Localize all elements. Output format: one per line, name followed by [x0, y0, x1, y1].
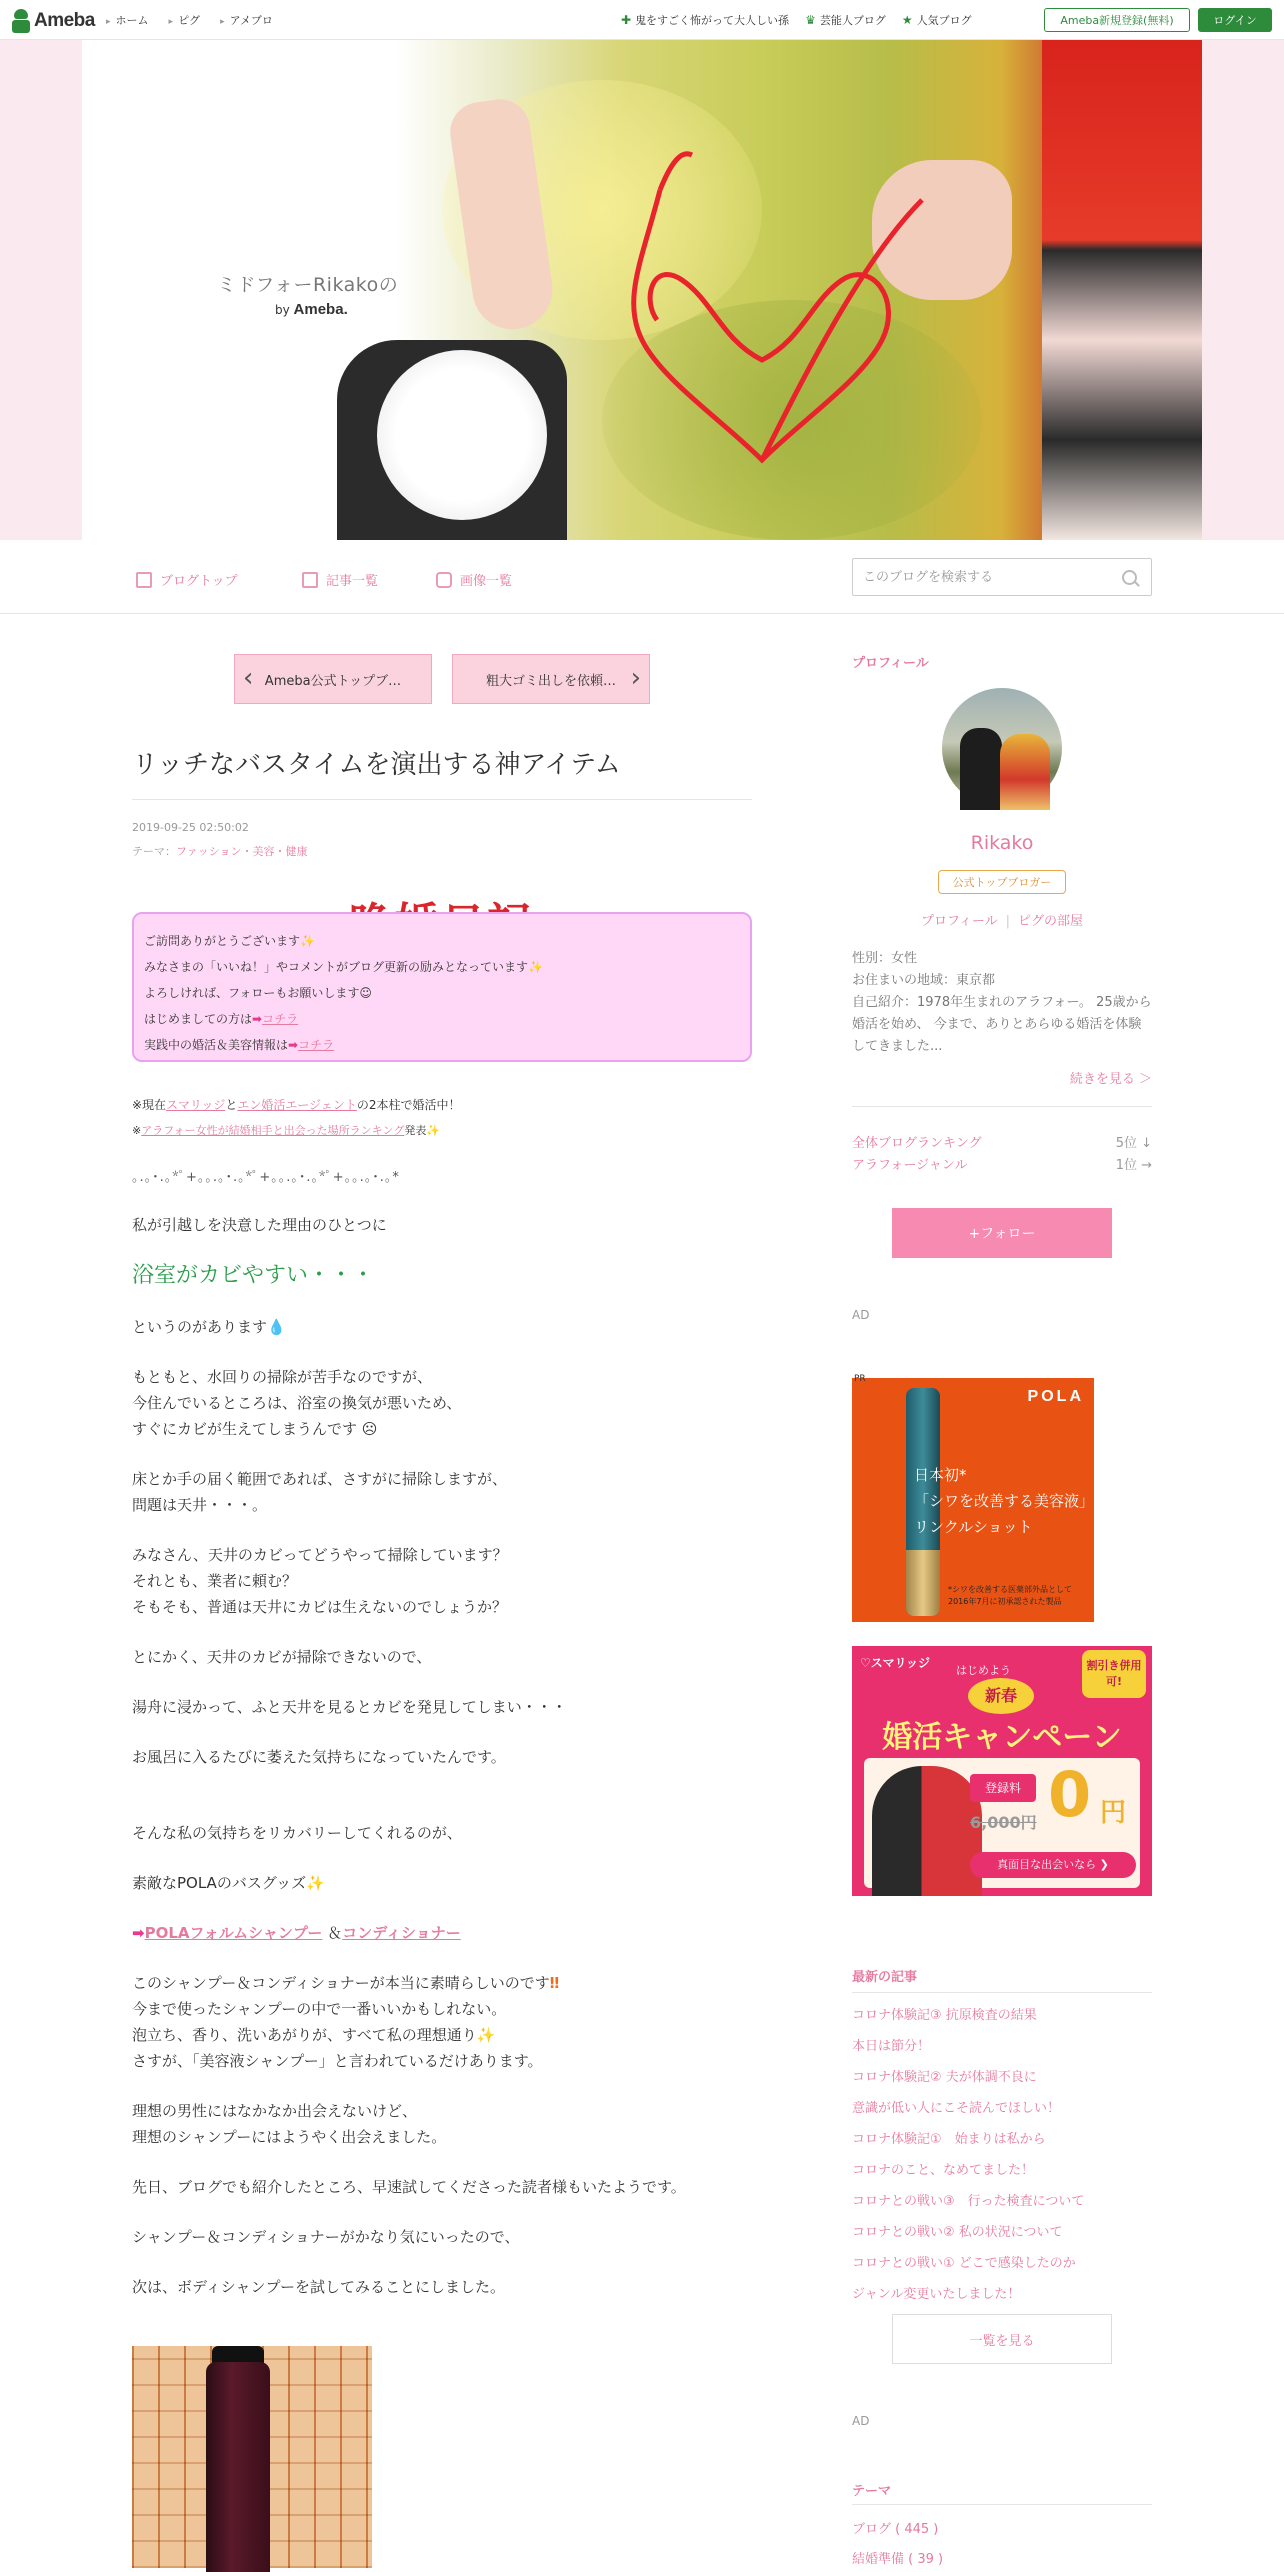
link-pola-conditioner[interactable]: コンディショナー	[342, 1924, 461, 1942]
body-p3c	[132, 1416, 752, 1442]
body-p8: お風呂に入るたびに萎えた気持ちになっていたんです。	[132, 1748, 506, 1766]
profile-name[interactable]: Rikako	[970, 832, 1034, 854]
ameba-mascot-icon	[12, 9, 30, 33]
body-p11b: 今まで使ったシャンプーの中で一番いいかもしれない。	[132, 2000, 507, 2018]
prev-entry-label: Ameba公式トップブ…	[264, 673, 402, 689]
profile-intro: 自己紹介：1978年生まれのアラフォー。 25歳から婚活を始め、 今まで、ありとあらゆる婚活を体験してきました...	[852, 995, 1152, 1054]
nav-pigg[interactable]: ▸ ピグ	[169, 12, 201, 28]
article-meta	[132, 816, 308, 864]
arrow-right-icon: ➡	[132, 1924, 145, 1942]
ad2-cta: 真面目な出会いなら ❯	[970, 1852, 1136, 1878]
header-link-featured[interactable]	[621, 12, 789, 28]
recent-item[interactable]: コロナとの戦い② 私の状況について	[852, 2225, 1063, 2240]
pigg-room-link[interactable]: ピグの部屋	[1018, 914, 1084, 929]
header-link-celebrity[interactable]	[805, 12, 886, 28]
article-notes	[132, 1092, 461, 1144]
blog-byline	[275, 301, 398, 318]
ad2-yen: 円	[1100, 1798, 1127, 1828]
article-date: 2019-09-25 02:50:02	[132, 821, 249, 834]
body-p11a-text: このシャンプー＆コンディショナーが本当に素晴らしいのです	[132, 1974, 550, 1992]
body-p10-text: 素敵なPOLAのバスグッズ	[132, 1874, 307, 1892]
logo-text: Ameba	[34, 10, 95, 31]
note-link-smarriage[interactable]: スマリッジ	[166, 1098, 226, 1112]
ad2-fee-label: 登録料	[970, 1774, 1036, 1802]
next-entry-button[interactable]	[452, 654, 650, 704]
profile-heading: プロフィール	[852, 656, 929, 671]
plus-icon: ✚	[621, 13, 632, 27]
header-link-popular-label: 人気ブログ	[916, 14, 972, 27]
rank-overall-value: 5位 ↓	[1115, 1136, 1152, 1151]
nav-ameblo[interactable]: ▸ アメブロ	[220, 12, 273, 28]
ad-fineprint-2: 2016年7月に初承認された製品	[948, 1597, 1062, 1606]
body-p12a: 理想の男性にはなかなか出会えないけど、	[132, 2102, 418, 2120]
recent-item[interactable]: コロナ体験記③ 抗原検査の結果	[852, 2008, 1037, 2023]
profile-location: お住まいの地域：東京都	[852, 973, 996, 988]
arrow-right-icon: ➡	[288, 1038, 299, 1052]
note-line-2	[132, 1118, 461, 1144]
body-p4a: 床とか手の届く範囲であれば、さすがに掃除しますが、	[132, 1470, 508, 1488]
prev-entry-button[interactable]	[234, 654, 432, 704]
body-p13: 先日、ブログでも紹介したところ、早速試してくださった読者様もいたようです。	[132, 2178, 686, 2196]
byline-brand: Ameba.	[293, 301, 348, 318]
ad-fineprint	[948, 1584, 1072, 1608]
body-p11d: さすが、「美容液シャンプー」と言われているだけあります。	[132, 2052, 543, 2070]
note-and: と	[225, 1098, 238, 1112]
smarriage-ad-banner[interactable]	[852, 1646, 1152, 1896]
body-p14: シャンプー＆コンディショナーがかなり気にいったので、	[132, 2228, 520, 2246]
theme-heading: テーマ	[852, 2484, 892, 2499]
note-a: ※現在	[132, 1098, 167, 1112]
recent-item[interactable]: ジャンル変更いたしました！	[852, 2287, 1021, 2302]
body-p3c-text: すぐにカビが生えてしまうんです	[132, 1420, 358, 1438]
greet-link-info[interactable]: コチラ	[298, 1038, 335, 1052]
document-icon	[136, 572, 152, 588]
greet-line-5-text: 実践中の婚活＆美容情報は	[144, 1038, 289, 1052]
body-p5c: そもそも、普通は天井にカビは生えないのでしょうか？	[132, 1598, 508, 1616]
theme-item-blog[interactable]: ブログ ( 445 )	[852, 2522, 939, 2537]
body-p10	[132, 1870, 752, 1896]
profile-link[interactable]: プロフィール	[920, 914, 998, 929]
note-link-en-agent[interactable]: エン婚活エージェント	[237, 1098, 357, 1112]
greet-line-5	[144, 1032, 740, 1058]
recent-item[interactable]: コロナとの戦い③ 行った検査について	[852, 2194, 1085, 2209]
theme-link[interactable]: ファッション・美容・健康	[176, 845, 308, 858]
header-link-popular[interactable]	[902, 12, 972, 28]
next-entry-label: 粗大ゴミ出しを依頼…	[485, 673, 616, 689]
theme-item-wedding[interactable]: 結婚準備 ( 39 )	[852, 2552, 944, 2567]
ad2-discount-badge: 割引き併用可!	[1082, 1650, 1146, 1698]
article-body	[132, 1212, 752, 2300]
ad-fineprint-1: *シワを改善する医薬部外品として	[948, 1585, 1072, 1594]
recent-list	[852, 2000, 1152, 2310]
body-p6: とにかく、天井のカビが掃除できないので、	[132, 1648, 432, 1666]
sparkle-icon: ✨	[426, 1124, 441, 1137]
body-p2-text: というのがあります	[132, 1318, 268, 1336]
chevron-right-icon: ›	[630, 663, 641, 693]
article-title: リッチなバスタイムを演出する神アイテム	[132, 744, 752, 800]
shock-face-icon: ☹	[361, 1420, 378, 1438]
article-theme	[132, 840, 308, 864]
ad2-brand: ♡スマリッジ	[860, 1656, 931, 1670]
body-p1: 私が引越しを決意した理由のひとつに	[132, 1216, 387, 1234]
body-p15: 次は、ボディシャンプーを試してみることにしました。	[132, 2278, 506, 2296]
profile-info	[852, 948, 1152, 1058]
rank-genre-label: アラフォージャンル	[852, 1158, 968, 1173]
decorative-line: ｡.｡･.｡*ﾟ+｡｡.｡･.｡*ﾟ+｡｡.｡･.｡*ﾟ+｡｡.｡･.｡*	[132, 1170, 400, 1185]
body-emphasis: 浴室がカビやすい・・・	[132, 1263, 375, 1288]
profile-gender: 性別：女性	[852, 951, 918, 966]
body-p11c	[132, 2022, 752, 2048]
sparkle-icon: ✨	[528, 960, 543, 974]
divider	[852, 1992, 1152, 1993]
ad2-couple-image	[872, 1766, 982, 1896]
body-p4b: 問題は天井・・・。	[132, 1496, 268, 1514]
face-icon: ☺	[359, 986, 372, 1000]
divider	[852, 1106, 1152, 1107]
theme-label: テーマ：	[132, 845, 176, 858]
note-c: ※	[132, 1124, 142, 1137]
divider	[852, 2504, 1152, 2505]
blog-subtitle: ミドフォーRikakoの	[217, 274, 399, 296]
body-product-links	[132, 1920, 752, 1946]
separator: |	[1005, 914, 1011, 929]
body-p2	[132, 1314, 752, 1340]
body-p3a: もともと、水回りの掃除が苦手なのですが、	[132, 1368, 433, 1386]
rank-overall[interactable]	[852, 1132, 1152, 1151]
camera-icon	[436, 572, 452, 588]
recent-item[interactable]: コロナ体験記① 始まりは私から	[852, 2132, 1046, 2147]
register-button[interactable]: Ameba新規登録(無料)	[1044, 8, 1190, 32]
ad2-old-price: 6,000円	[970, 1813, 1037, 1832]
sparkle-icon: ✨	[476, 2026, 496, 2044]
search-icon[interactable]	[1122, 570, 1137, 585]
rank-genre[interactable]	[852, 1154, 1152, 1173]
body-p5a: みなさん、天井のカビってどうやって掃除しています？	[132, 1546, 508, 1564]
ad-label: AD	[852, 2414, 870, 2428]
nav-blog-top-label: ブログトップ	[160, 574, 238, 589]
copy-icon	[302, 572, 318, 588]
nav-home[interactable]: ▸ ホーム	[106, 12, 149, 28]
greet-link-newcomer[interactable]: コチラ	[262, 1012, 299, 1026]
nav-entry-list[interactable]	[302, 570, 378, 589]
rank-genre-value: 1位 →	[1115, 1158, 1152, 1173]
global-nav	[106, 12, 273, 28]
note-d: 発表	[404, 1124, 427, 1137]
blog-nav	[0, 540, 1284, 614]
pr-label: PR	[854, 1374, 866, 1384]
article-photo[interactable]	[132, 2346, 372, 2568]
header-link-featured-label: 鬼をすごく怖がって大人しい孫	[635, 14, 790, 27]
ad-copy-1: 日本初*	[914, 1466, 967, 1484]
header-link-celebrity-label: 芸能人ブログ	[819, 14, 886, 27]
header-links	[621, 12, 972, 28]
rank-overall-label: 全体ブログランキング	[852, 1136, 982, 1151]
global-header	[0, 0, 1284, 40]
recent-item[interactable]: コロナ体験記② 夫が体調不良に	[852, 2070, 1037, 2085]
greet-line-4	[144, 1006, 740, 1032]
nav-image-list-label: 画像一覧	[460, 574, 513, 589]
note-b: の2本柱で婚活中！	[356, 1098, 461, 1112]
recent-item[interactable]: 意識が低い人にこそ読んでほしい！	[852, 2101, 1061, 2116]
arrow-right-icon: ➡	[252, 1012, 263, 1026]
greet-line-3-text: よろしければ、フォローもお願いします	[144, 986, 360, 1000]
body-amp: ＆	[327, 1924, 343, 1942]
body-p11c-text: 泡立ち、香り、洗いあがりが、すべて私の理想通り	[132, 2026, 477, 2044]
nav-image-list[interactable]	[436, 570, 512, 589]
body-p3b: 今住んでいるところは、浴室の換気が悪いため、	[132, 1394, 462, 1412]
greet-line-3	[144, 980, 740, 1006]
nav-blog-top[interactable]	[136, 570, 238, 589]
ad2-brand-text: スマリッジ	[870, 1656, 931, 1670]
official-blogger-badge: 公式トップブロガー	[938, 870, 1066, 894]
note-link-ranking[interactable]: アラフォー女性が結婚相手と出会った場所ランキング	[141, 1124, 405, 1137]
read-more-link[interactable]: 続きを見る ＞	[1069, 1072, 1152, 1087]
ameba-logo[interactable]	[12, 8, 95, 34]
blog-header	[0, 40, 1284, 540]
ad2-hajime: はじめよう	[956, 1664, 1011, 1677]
nav-entry-list-label: 記事一覧	[326, 574, 379, 589]
droplet-icon: 💧	[267, 1318, 286, 1336]
recent-item[interactable]: 本日は節分！	[852, 2039, 931, 2054]
greet-line-4-text: はじめましての方は	[144, 1012, 253, 1026]
ad2-zero: 0	[1048, 1758, 1092, 1831]
ad-copy-2: 「シワを改善する美容液」	[914, 1492, 1095, 1510]
ad2-newyear: 新春	[968, 1678, 1034, 1714]
byline-by: by	[275, 303, 290, 317]
note-line-1	[132, 1092, 461, 1118]
ad-brand: POLA	[1027, 1388, 1084, 1405]
greet-line-2-text: みなさまの「いいね！」やコメントがブログ更新の励みとなっています	[144, 960, 529, 974]
view-all-button[interactable]: 一覧を見る	[892, 2314, 1112, 2364]
login-button[interactable]: ログイン	[1198, 8, 1272, 32]
recent-heading: 最新の記事	[852, 1970, 918, 1985]
header-image[interactable]	[82, 40, 1202, 540]
body-p7: 湯舟に浸かって、ふと天井を見るとカビを発見してしまい・・・	[132, 1698, 567, 1716]
entry-pager	[234, 654, 650, 704]
ad-label: AD	[852, 1308, 870, 1322]
body-p9: そんな私の気持ちをリカバリーしてくれるのが、	[132, 1824, 462, 1842]
body-p5b: それとも、業者に頼む？	[132, 1572, 298, 1590]
blog-title	[217, 270, 398, 318]
avatar[interactable]	[942, 688, 1062, 808]
greet-line-1-text: ご訪問ありがとうございます	[144, 934, 301, 948]
link-pola-shampoo[interactable]: POLAフォルムシャンプー	[144, 1924, 323, 1942]
recent-item[interactable]: コロナのこと、なめてました！	[852, 2163, 1035, 2178]
greeting-box	[132, 912, 752, 1062]
double-exclamation-icon: ‼	[549, 1974, 560, 1992]
greet-line-1	[144, 928, 740, 954]
recent-item[interactable]: コロナとの戦い① どこで感染したのか	[852, 2256, 1076, 2271]
profile-links	[852, 910, 1152, 929]
chevron-left-icon: ‹	[243, 663, 254, 693]
ad2-campaign: 婚活キャンペーン	[882, 1720, 1122, 1755]
blog-search	[852, 558, 1152, 596]
body-p12b: 理想のシャンプーにはようやく出会えました。	[132, 2128, 447, 2146]
follow-button[interactable]: +フォロー	[892, 1208, 1112, 1258]
search-input[interactable]	[863, 567, 1103, 587]
sparkle-icon: ✨	[300, 934, 315, 948]
crown-icon: ♛	[805, 13, 816, 27]
sparkle-icon: ✨	[306, 1874, 325, 1892]
pola-ad-banner[interactable]	[852, 1378, 1094, 1622]
ad-copy-3: リンクルショット	[914, 1518, 1033, 1536]
ad-copy	[914, 1462, 1094, 1540]
body-p11a	[132, 1970, 752, 1996]
star-icon: ★	[901, 13, 913, 27]
greet-line-2	[144, 954, 740, 980]
